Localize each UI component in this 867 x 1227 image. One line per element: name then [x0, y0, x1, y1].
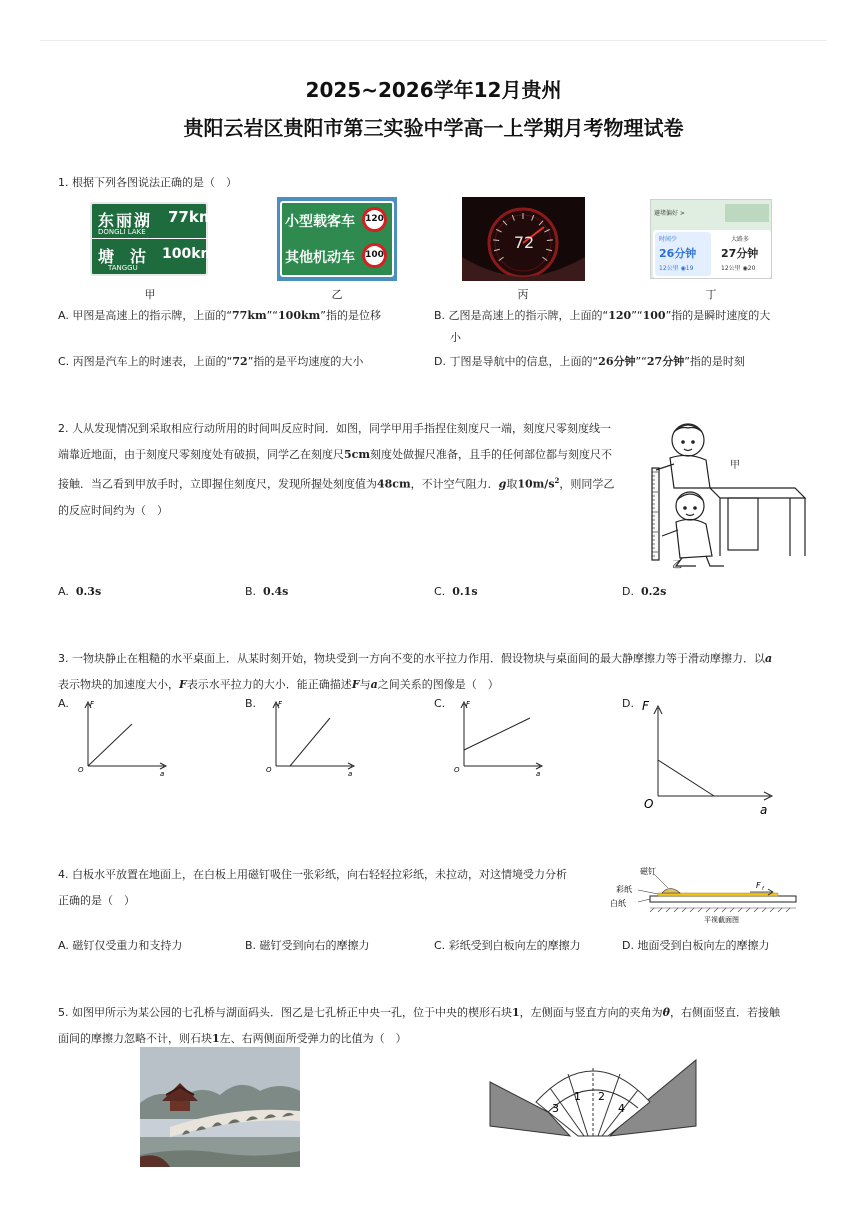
q2-option-c[interactable] — [434, 582, 478, 602]
q1-a-post: ”指的是位移 — [320, 309, 381, 322]
q2-stem — [58, 416, 638, 524]
q4-label-force-sub: f — [762, 886, 764, 892]
q4-line1: 4. 白板水平放置在地面上，在白板上用磁钉吸住一张彩纸，向右轻轻拉彩纸，未拉动，对这情境受力分析 — [58, 868, 567, 881]
q2-line3-value: 48cm — [377, 477, 411, 491]
q2-option-a[interactable] — [58, 582, 101, 602]
q4-stem — [58, 862, 618, 914]
q2-label-yi: 乙 — [672, 560, 682, 571]
nav-left-label: 时间少 — [659, 236, 678, 243]
nav-map-area — [725, 204, 769, 222]
q2-line3-mid: ，不计空气阻力． — [410, 477, 499, 491]
q3-line1-text: 3. 一物块静止在粗糙的水平桌面上．从某时刻开始，物块受到一方向不变的水平拉力作用．假设物块与桌面间的最大静摩擦力等于滑动摩擦力．以 — [58, 652, 765, 665]
q3-b-origin: O — [266, 766, 272, 774]
q1-d-post: ”指的是时刻 — [684, 355, 745, 368]
sign-yi-row1-text: 小型载客车 — [285, 214, 355, 230]
nav-right-info: 12公里 ◉20 — [721, 265, 756, 272]
nav-left-time: 26分钟 — [659, 247, 697, 260]
q4-label-magnet: 磁钉 — [640, 867, 656, 876]
q2-c-letter: C. — [434, 585, 446, 598]
q3-b-ylabel: F — [278, 700, 283, 708]
q5-stem — [58, 1000, 818, 1052]
arch-label-1: 1 — [574, 1090, 581, 1103]
q1-a-pre: A. 甲图是高速上的指示牌，上面的“ — [58, 309, 233, 322]
q1-b-pre: B. 乙图是高速上的指示牌，上面的“ — [434, 309, 609, 322]
q2-g-sup: 2 — [554, 476, 560, 485]
q4-option-a[interactable]: A. 磁钉仅受重力和支持力 — [58, 939, 183, 952]
q2-line1: 2. 人从发现情况到采取相应行动所用的时间叫反应时间．如图，同学甲用手指捏住刻度尺一端，刻度尺零刻度线一 — [58, 422, 611, 435]
q2-line2-post: 刻度处做握尺准备，且手的任何部位都与刻度尺不 — [370, 448, 612, 461]
q3-graph-c[interactable] — [450, 694, 550, 784]
q1-image-yi — [277, 197, 397, 281]
q1-a-v2: 100km — [278, 309, 321, 322]
q3-line2-yu: 与 — [359, 678, 371, 691]
sign-yi-row1-limit: 120 — [362, 207, 387, 232]
q1-option-c[interactable] — [58, 352, 363, 372]
q4-option-d[interactable]: D. 地面受到白板向左的摩擦力 — [622, 939, 770, 952]
q1-option-d[interactable] — [434, 352, 745, 372]
q3-line2-post: 之间关系的图像是（ ） — [377, 678, 499, 691]
q3-line2-mid: 表示水平拉力的大小．能正确描述 — [186, 678, 352, 691]
nav-tab: 避堵偏好 > — [654, 210, 685, 217]
q1-option-b[interactable] — [434, 306, 770, 326]
q3-option-a-label[interactable]: A. — [58, 697, 69, 710]
q2-option-b[interactable] — [245, 582, 288, 602]
q1-c-post: ”指的是平均速度的大小 — [247, 355, 364, 368]
q2-line3 — [58, 468, 638, 498]
q4-figure — [610, 862, 810, 926]
q1-caption-bing: 丙 — [517, 288, 529, 301]
q3-a-xlabel: a — [160, 770, 165, 778]
q1-b-post: ”指的是瞬时速度的大 — [665, 309, 771, 322]
q3-d-xlabel: a — [760, 803, 768, 817]
q1-d-mid: ”“ — [635, 355, 647, 368]
q5-line1-mid: ，左侧面与竖直方向的夹角为 — [519, 1006, 663, 1019]
q3-c-xlabel: a — [536, 770, 541, 778]
q3-line1-a: a — [765, 652, 773, 665]
q3-c-ylabel: F — [466, 700, 471, 708]
q1-option-a[interactable] — [58, 306, 381, 326]
q2-line3-text: 接触．当乙看到甲放手时，立即握住刻度尺，发现所握处刻度值为 — [58, 477, 377, 491]
q1-c-v1: 72 — [232, 355, 248, 368]
sign-jia-row2-name: 塘 沽 — [98, 247, 147, 266]
page-title-line2: 贵阳云岩区贵阳市第三实验中学高一上学期月考物理试卷 — [183, 116, 684, 140]
sign-yi-row2-text: 其他机动车 — [285, 250, 355, 266]
q1-caption-ding: 丁 — [705, 288, 717, 301]
q3-option-b-label[interactable]: B. — [245, 697, 257, 710]
sign-jia-divider — [92, 238, 210, 239]
q5-line2-post: 左、右两侧面所受弹力的比值为（ ） — [219, 1032, 407, 1045]
sign-yi-row2-limit: 100 — [362, 243, 387, 268]
q3-line2-F: F — [179, 678, 187, 691]
sign-jia-row2-sub: TANGGU — [108, 264, 138, 272]
q2-line2-text: 端靠近地面，由于刻度尺零刻度处有破损，同学乙在刻度尺 — [58, 448, 344, 461]
speedo-tick — [547, 240, 553, 241]
q2-g-value: 10m/s — [517, 477, 555, 491]
q2-b-letter: B. — [245, 585, 257, 598]
sign-jia-row1-sub: DONGLI LAKE — [98, 228, 146, 236]
q2-g: g — [498, 477, 507, 491]
q2-line3-post: ，则同学乙 — [559, 477, 615, 491]
q1-caption-yi: 乙 — [331, 288, 343, 301]
q4-caption: 平视截面图 — [704, 916, 739, 924]
q1-a-v1: 77km — [232, 309, 267, 322]
q4-option-b[interactable]: B. 磁钉受到向右的摩擦力 — [245, 939, 370, 952]
q1-b-mid: ”“ — [631, 309, 643, 322]
q2-qu: 取 — [506, 477, 518, 491]
q3-option-c-label[interactable]: C. — [434, 697, 446, 710]
q4-label-paper: 彩纸 — [616, 885, 632, 894]
q1-a-mid: ”“ — [266, 309, 279, 322]
q5-line1-pre: 5. 如图甲所示为某公园的七孔桥与湖面码头．图乙是七孔桥正中央一孔，位于中央的楔形石块 — [58, 1006, 512, 1019]
nav-left-info: 12公里 ◉19 — [659, 265, 694, 272]
q1-stem: 1. 根据下列各图说法正确的是（ ） — [58, 176, 237, 189]
q1-image-bing — [462, 197, 585, 281]
q2-a-letter: A. — [58, 585, 69, 598]
q1-c-pre: C. 丙图是汽车上的时速表，上面的“ — [58, 355, 233, 368]
q5-theta: θ — [662, 1006, 670, 1019]
arch-label-4: 4 — [618, 1102, 625, 1115]
q5-line1 — [58, 1000, 818, 1026]
q1-option-b-line2: 小 — [450, 331, 461, 344]
q3-option-d-label[interactable]: D. — [622, 697, 634, 710]
nav-right-time: 27分钟 — [721, 247, 759, 260]
sign-jia-row1-name: 东丽湖 — [98, 211, 153, 230]
q3-b-xlabel: a — [348, 770, 353, 778]
q3-line1 — [58, 646, 818, 672]
q3-graph-b[interactable] — [262, 694, 362, 784]
q1-image-ding — [650, 199, 772, 279]
q2-line2 — [58, 442, 638, 468]
q3-a-origin: O — [78, 766, 84, 774]
q4-line2: 正确的是（ ） — [58, 894, 135, 907]
q2-c-value: 0.1s — [452, 585, 478, 598]
q2-d-letter: D. — [622, 585, 634, 598]
q5-line1-n: 1 — [512, 1006, 520, 1019]
q3-line2-a: a — [370, 678, 378, 691]
q5-line2-pre: 面间的摩擦力忽略不计，则石块 — [58, 1032, 212, 1045]
q3-c-origin: O — [454, 766, 460, 774]
q2-a-value: 0.3s — [75, 585, 102, 598]
q2-label-jia: 甲 — [730, 460, 740, 471]
q1-b-v1: 120 — [608, 309, 632, 322]
speedo-tick — [493, 240, 499, 241]
sign-jia-row2-dist: 100km — [162, 246, 216, 262]
q1-image-jia — [90, 202, 216, 276]
q4-label-force: F — [756, 881, 761, 890]
q5-photo-bridge — [140, 1047, 300, 1167]
top-divider — [40, 40, 827, 41]
q3-d-ylabel: F — [642, 699, 649, 713]
sign-jia-row1-dist: 77km — [168, 208, 215, 226]
arch-label-3: 3 — [552, 1102, 559, 1115]
q5-line2-n: 1 — [212, 1032, 220, 1045]
q4-option-c[interactable]: C. 彩纸受到白板向左的摩擦力 — [434, 939, 581, 952]
q3-a-ylabel: F — [90, 700, 95, 708]
q2-d-value: 0.2s — [640, 585, 667, 598]
q3-line2-F2: F — [351, 678, 360, 691]
page-title-line1: 2025~2026学年12月贵州 — [305, 78, 562, 102]
speedo-value: 72 — [513, 233, 535, 252]
q1-d-pre: D. 丁图是导航中的信息，上面的“ — [434, 355, 599, 368]
q2-figure — [640, 418, 812, 574]
q3-d-origin: O — [644, 797, 654, 811]
q3-graph-a[interactable] — [74, 694, 174, 784]
q3-graph-d[interactable] — [640, 694, 780, 820]
arch-label-2: 2 — [598, 1090, 605, 1103]
q4-label-board: 白纸 — [610, 899, 626, 908]
q1-caption-jia: 甲 — [144, 288, 156, 301]
q1-b-v2: 100 — [642, 309, 666, 322]
q2-line4: 的反应时间约为（ ） — [58, 503, 168, 517]
q5-figure-arch — [488, 1050, 698, 1142]
q1-d-v1: 26分钟 — [598, 355, 636, 368]
q2-line2-value: 5cm — [344, 448, 370, 461]
q5-line1-post: ，右侧面竖直．若接触 — [670, 1006, 780, 1019]
nav-right-label: 大路多 — [731, 236, 750, 243]
q1-d-v2: 27分钟 — [646, 355, 685, 368]
q2-b-value: 0.4s — [263, 585, 289, 598]
q3-stem — [58, 646, 818, 698]
q3-line2-pre: 表示物块的加速度大小， — [58, 678, 179, 691]
q2-option-d[interactable] — [622, 582, 666, 602]
